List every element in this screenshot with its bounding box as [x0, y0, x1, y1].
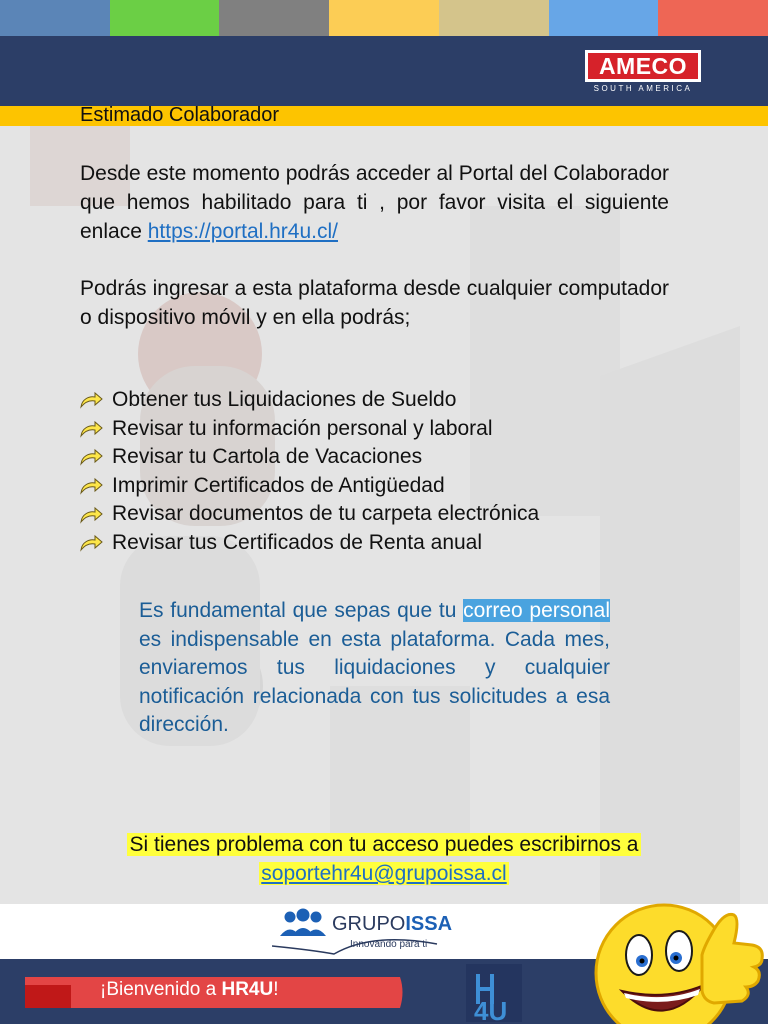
list-item-label: Revisar tu Cartola de Vacaciones — [112, 445, 423, 469]
company-tagline: Innovando para ti — [350, 939, 428, 950]
company-name — [332, 913, 452, 936]
list-item — [78, 443, 539, 472]
color-stripe — [0, 0, 768, 36]
notice-text-after: es indispensable en esta plataforma. Cada mes, enviaremos tus liquidaciones y cualquier notificación relacionada con tus solicitudes a esa dirección. — [139, 627, 610, 737]
notice-highlight: correo personal — [463, 599, 610, 622]
curved-arrow-icon — [78, 419, 104, 439]
curved-arrow-icon — [78, 533, 104, 553]
stripe-green — [110, 0, 220, 36]
welcome-brand: HR4U — [221, 979, 274, 1000]
company-name-suffix: ISSA — [405, 913, 453, 935]
stripe-blue — [0, 0, 110, 36]
portal-link[interactable]: https://portal.hr4u.cl/ — [147, 220, 338, 243]
ameco-logo-text: AMECO — [588, 53, 698, 79]
ameco-logo — [585, 50, 701, 82]
curved-arrow-icon — [78, 447, 104, 467]
email-notice — [139, 597, 610, 740]
list-item — [78, 472, 539, 501]
curved-arrow-icon — [78, 476, 104, 496]
notice-text-before: Es fundamental que sepas que tu — [139, 599, 457, 622]
hr4u-logo-text: 4U — [474, 996, 508, 1022]
support-email-link[interactable]: soportehr4u@grupoissa.cl — [261, 862, 507, 885]
company-name-prefix: GRUPO — [332, 913, 406, 935]
curved-arrow-icon — [78, 505, 104, 525]
list-item-label: Revisar documentos de tu carpeta electrónica — [112, 502, 540, 526]
hr4u-logo — [466, 964, 522, 1022]
intro-paragraph — [80, 159, 669, 246]
curved-arrow-icon — [78, 390, 104, 410]
list-item-label: Imprimir Certificados de Antigüedad — [112, 473, 445, 497]
smiley-thumbs-up-icon — [594, 903, 768, 1024]
list-item-label: Obtener tus Liquidaciones de Sueldo — [112, 388, 457, 411]
support-text: Si tienes problema con tu acceso puedes escribirnos a — [127, 833, 642, 856]
stripe-khaki — [439, 0, 549, 36]
stripe-lightblue — [549, 0, 659, 36]
list-item-label: Revisar tus Certificados de Renta anual — [112, 530, 483, 554]
ameco-logo-subtitle: SOUTH AMERICA — [593, 84, 693, 93]
greeting: Estimado Colaborador — [80, 104, 279, 126]
stripe-gray — [219, 0, 329, 36]
welcome-suffix: ! — [273, 979, 279, 1000]
welcome-prefix: ¡Bienvenido a — [100, 979, 222, 1000]
list-item — [78, 500, 539, 529]
list-item — [78, 386, 539, 415]
welcome-banner-text — [100, 979, 278, 1001]
header-bar — [0, 36, 768, 106]
stripe-yellow — [329, 0, 439, 36]
list-item — [78, 415, 539, 444]
list-item — [78, 529, 539, 558]
feature-list — [78, 386, 539, 558]
access-paragraph: Podrás ingresar a esta plataforma desde cualquier computador o dispositivo móvil y en ella podrás; — [80, 277, 669, 329]
list-item-label: Revisar tu información personal y laboral — [112, 416, 493, 440]
support-block — [0, 830, 768, 888]
stripe-red — [658, 0, 768, 36]
intro-text: Desde este momento podrás acceder al Portal del Colaborador que hemos habilitado para ti , por favor visita el siguiente enlace — [80, 162, 669, 243]
